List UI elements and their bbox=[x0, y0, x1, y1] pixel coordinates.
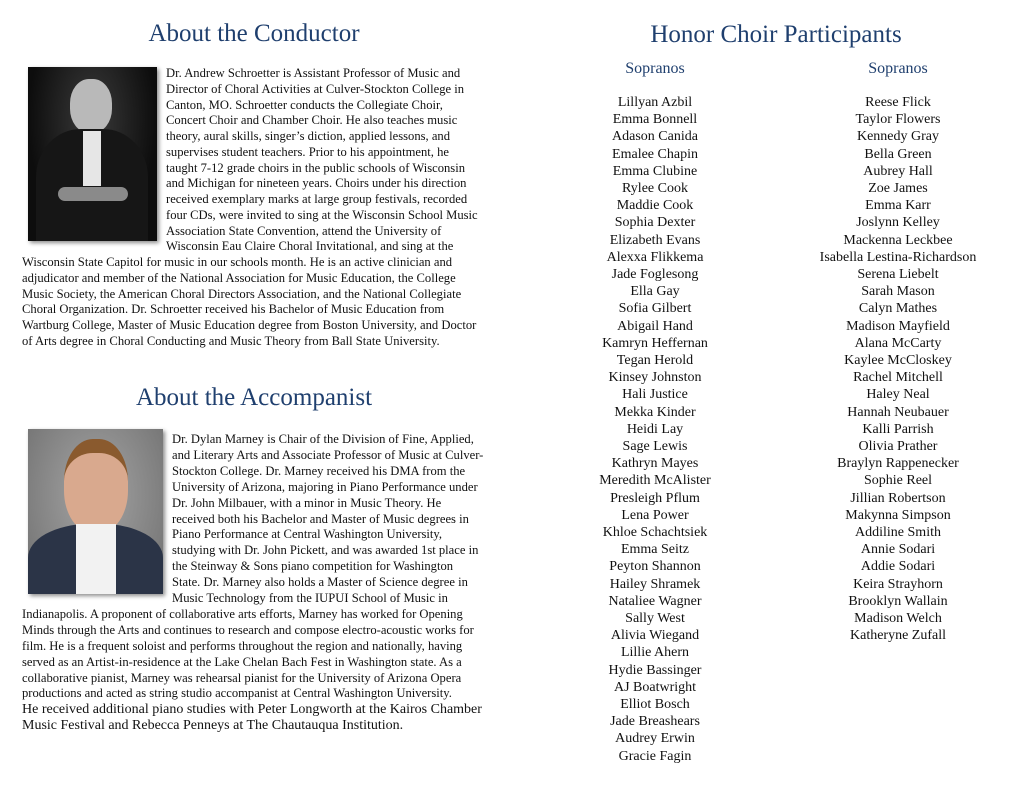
participant-name: Khloe Schachtsiek bbox=[602, 525, 708, 540]
participant-name: Bella Green bbox=[864, 146, 932, 162]
bio-line: He received additional piano studies with Peter Longworth at the Kairos Chamber bbox=[22, 702, 482, 718]
participant-name: Calyn Mathes bbox=[858, 301, 938, 317]
bio-line: four CDs, were invited to sing at the Wisconsin School Music bbox=[166, 207, 478, 222]
participant-name: Lena Power bbox=[621, 507, 689, 523]
participant-name: Elizabeth Evans bbox=[609, 232, 701, 248]
participant-name: Jade Breashears bbox=[610, 714, 700, 730]
conductor-photo bbox=[28, 67, 157, 241]
bio-line: Director of Choral Activities at Culver-Stockton College in bbox=[166, 81, 465, 96]
participant-name: Lillie Ahern bbox=[620, 645, 690, 661]
participant-name: Kamryn Heffernan bbox=[602, 335, 708, 351]
participant-name: Mekka Kinder bbox=[614, 404, 696, 420]
participant-name: Alana McCarty bbox=[854, 335, 942, 351]
participant-name: Alivia Wiegand bbox=[610, 628, 700, 644]
participant-name: Serena Liebelt bbox=[857, 267, 939, 282]
participants-title: Honor Choir Participants bbox=[650, 21, 902, 48]
participant-name: Jillian Robertson bbox=[850, 490, 946, 506]
participant-name: Brooklyn Wallain bbox=[848, 593, 948, 609]
accompanist-title: About the Accompanist bbox=[135, 384, 373, 411]
participant-name: Gracie Fagin bbox=[618, 748, 692, 764]
participant-name: Addie Sodari bbox=[860, 559, 936, 575]
participant-name: Isabella Lestina-Richardson bbox=[819, 249, 977, 265]
participant-name: Maddie Cook bbox=[616, 198, 694, 214]
participant-name: Joslynn Kelley bbox=[856, 215, 940, 231]
conductor-title: About the Conductor bbox=[148, 20, 360, 47]
bio-line: Concert Choir and Chamber Choir. He also teaches music bbox=[166, 113, 458, 128]
participant-name: Hannah Neubauer bbox=[847, 404, 949, 420]
accompanist-photo bbox=[28, 429, 163, 594]
bio-line: theory, aural skills, singer’s diction, applied lessons, and bbox=[166, 129, 451, 143]
bio-line: studying with Dr. John Pickett, and was awarded 1st place in bbox=[172, 543, 479, 558]
bio-line: Piano Performance at Central Washington University, bbox=[172, 527, 443, 542]
participant-name: Ella Gay bbox=[630, 284, 680, 300]
participant-name: Meredith McAlister bbox=[599, 473, 711, 489]
participant-name: Sage Lewis bbox=[622, 439, 688, 454]
participant-name: Zoe James bbox=[868, 181, 928, 196]
bio-line: State. Dr. Marney also holds a Master of Science degree in bbox=[172, 575, 468, 590]
participant-name: Katheryne Zufall bbox=[849, 628, 947, 644]
column-heading: Sopranos bbox=[868, 60, 928, 77]
participant-name: Sally West bbox=[625, 611, 685, 626]
participant-name: Hali Justice bbox=[622, 387, 688, 403]
participant-name: Makynna Simpson bbox=[845, 507, 951, 523]
bio-line: Canton, MO. Schroetter conducts the Collegiate Choir, bbox=[166, 97, 443, 112]
participant-name: AJ Boatwright bbox=[613, 679, 697, 695]
bio-line: Wisconsin State Capitol for music in our schools month. He is an active clinician and bbox=[22, 255, 453, 269]
bio-line: Dr. Andrew Schroetter is Assistant Professor of Music and bbox=[166, 66, 461, 80]
participant-name: Sofia Gilbert bbox=[618, 301, 692, 317]
bio-line: Dr. Dylan Marney is Chair of the Division of Fine, Applied, bbox=[172, 432, 474, 446]
participant-name: Sarah Mason bbox=[861, 284, 935, 300]
bio-line: of Arts degree in Choral Conducting and Music Theory from Ball State University. bbox=[22, 333, 440, 348]
bio-line: served as an Artist-in-residence at the Lake Chelan Bach Fest in Washington state. As a bbox=[22, 654, 462, 669]
participant-name: Emalee Chapin bbox=[612, 146, 698, 162]
participant-name: Emma Clubine bbox=[612, 163, 698, 179]
participant-name: Audrey Erwin bbox=[615, 731, 695, 747]
participant-name: Abigail Hand bbox=[617, 318, 693, 334]
participant-name: Annie Sodari bbox=[860, 542, 936, 558]
bio-line: Wisconsin Eau Claire Choral Invitational, and sing at the bbox=[166, 239, 454, 254]
participant-name: Kathryn Mayes bbox=[611, 456, 699, 472]
participant-name: Haley Neal bbox=[866, 387, 930, 403]
column-heading: Sopranos bbox=[625, 60, 685, 77]
bio-line: supervises student teachers. Prior to his appointment, he bbox=[166, 144, 449, 159]
bio-line: Stockton College. Dr. Marney received his DMA from the bbox=[172, 463, 466, 478]
bio-line: productions and acted as string studio accompanist at Central Washington University. bbox=[22, 686, 452, 701]
participant-name: Nataliee Wagner bbox=[608, 593, 702, 609]
participant-name: Madison Mayfield bbox=[846, 318, 950, 334]
participant-name: Peyton Shannon bbox=[609, 559, 701, 575]
bio-line: Music Festival and Rebecca Penneys at The Chautauqua Institution. bbox=[22, 718, 404, 734]
participant-name: Taylor Flowers bbox=[855, 112, 941, 128]
participant-name: Hydie Bassinger bbox=[608, 662, 702, 678]
bio-line: adjudicator and member of the National Association for Music Education, the College bbox=[22, 270, 456, 285]
participant-name: Madison Welch bbox=[854, 611, 942, 626]
participant-name: Adason Canida bbox=[612, 129, 698, 145]
bio-line: collaborative pianist, Marney was rehearsal pianist for the University of Arizona Opera bbox=[22, 670, 462, 685]
participant-name: Sophie Reel bbox=[863, 473, 933, 489]
participant-name: Kaylee McCloskey bbox=[844, 353, 952, 368]
participant-name: Addiline Smith bbox=[855, 525, 941, 540]
bio-line: and Michigan for nineteen years. Choirs under his direction bbox=[166, 176, 467, 191]
bio-line: University of Arizona, majoring in Piano Performance under bbox=[172, 479, 478, 494]
participant-name: Heidi Lay bbox=[626, 421, 684, 437]
bio-line: taught 7-12 grade choirs in the public schools of Wisconsin bbox=[166, 160, 466, 175]
participant-name: Aubrey Hall bbox=[863, 163, 933, 179]
participant-name: Jade Foglesong bbox=[611, 267, 699, 282]
participant-name: Emma Bonnell bbox=[612, 112, 698, 128]
participant-name: Alexxa Flikkema bbox=[606, 249, 704, 265]
bio-line: Choral Organization. Dr. Schroetter received his Bachelor of Music Education from bbox=[22, 302, 445, 317]
participant-name: Sophia Dexter bbox=[614, 215, 696, 231]
participant-name: Keira Strayhorn bbox=[853, 576, 943, 592]
participant-name: Olivia Prather bbox=[858, 439, 938, 454]
bio-line: Association State Convention, attend the University of bbox=[166, 223, 442, 238]
participant-name: Kennedy Gray bbox=[856, 129, 940, 145]
participant-name: Rachel Mitchell bbox=[853, 370, 943, 386]
participant-name: Presleigh Pflum bbox=[610, 490, 700, 506]
participant-name: Reese Flick bbox=[865, 95, 931, 110]
participant-name: Mackenna Leckbee bbox=[843, 232, 953, 248]
bio-line: Indianapolis. A proponent of collaborative arts efforts, Marney has worked for Opening bbox=[22, 606, 463, 621]
participant-name: Lillyan Azbil bbox=[617, 95, 693, 110]
participant-name: Kalli Parrish bbox=[862, 421, 934, 437]
participant-name: Braylyn Rappenecker bbox=[837, 456, 959, 472]
participant-name: Emma Karr bbox=[865, 198, 931, 214]
bio-line: Wartburg College, Master of Music Education degree from Boston University, and Doctor bbox=[22, 318, 477, 332]
bio-line: received exemplary marks at large group festivals, recorded bbox=[166, 192, 468, 206]
participant-name: Elliot Bosch bbox=[620, 697, 690, 712]
participant-name: Kinsey Johnston bbox=[608, 370, 702, 386]
bio-line: received both his Bachelor and Master of Music degrees in bbox=[172, 511, 469, 526]
participant-name: Rylee Cook bbox=[622, 181, 688, 196]
bio-line: Music Technology from the IUPUI School of Music in bbox=[172, 591, 448, 605]
bio-line: Music Society, the American Choral Directors Association, and the National Collegiate bbox=[22, 286, 462, 301]
bio-line: the Steinway & Sons piano competition for Washington bbox=[172, 559, 454, 574]
bio-line: film. He is a frequent soloist and performs throughout the region and nationally, having bbox=[22, 638, 463, 653]
bio-line: and Literary Arts and Associate Professor of Music at Culver- bbox=[172, 447, 484, 462]
participant-name: Tegan Herold bbox=[616, 353, 694, 368]
participant-name: Emma Seitz bbox=[620, 542, 690, 558]
participant-name: Hailey Shramek bbox=[609, 576, 701, 592]
bio-line: Dr. John Milbauer, with a minor in Music Theory. He bbox=[172, 495, 442, 510]
bio-line: Minds through the Arts and continues to research and compose electro-acoustic works for bbox=[22, 622, 474, 637]
